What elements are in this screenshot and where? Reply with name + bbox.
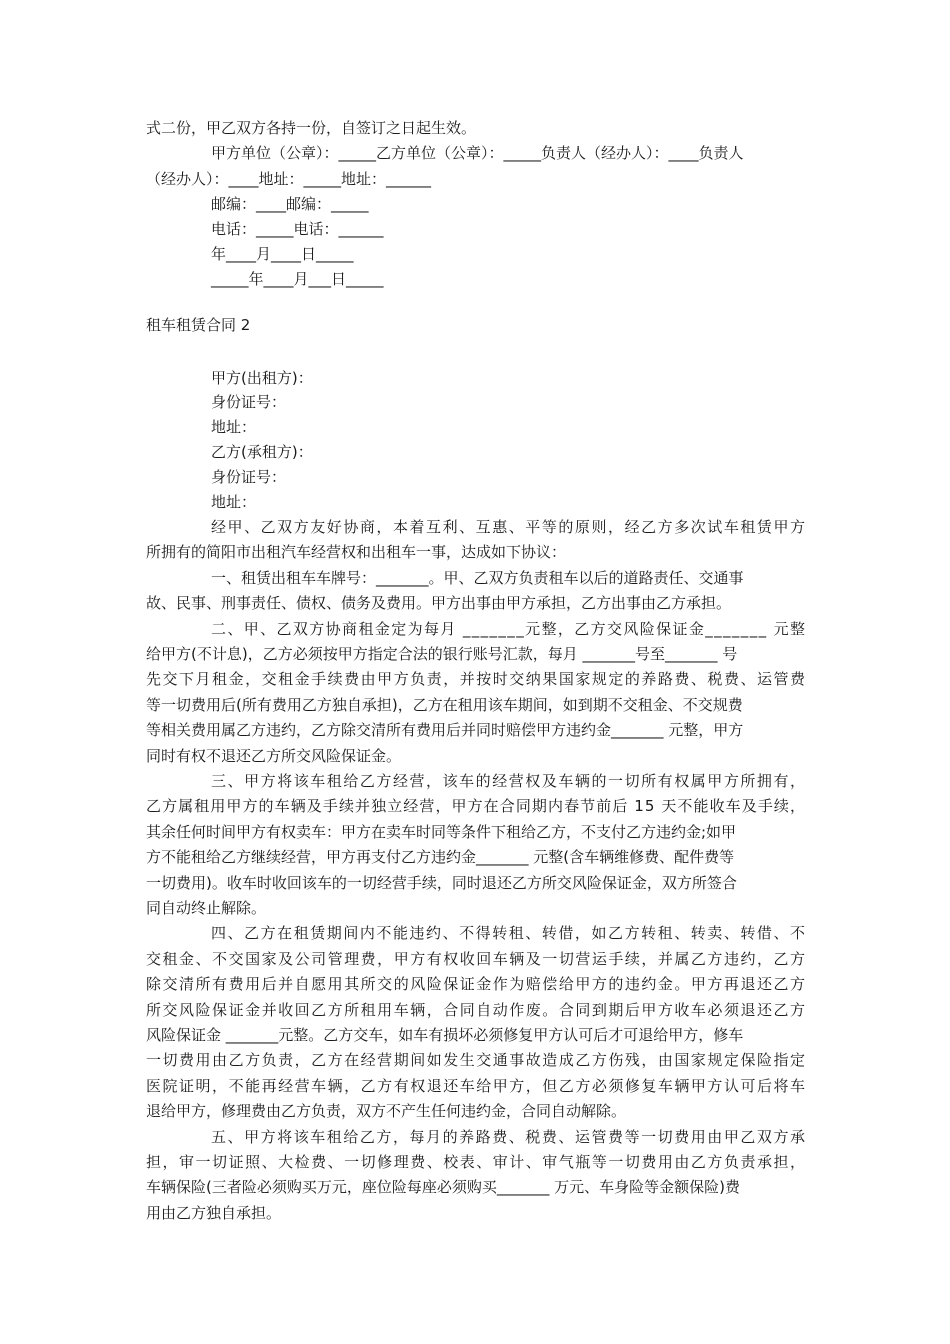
body-text-line: 三、甲方将该车租给乙方经营，该车的经营权及车辆的一切所有权属甲方所拥有，: [211, 772, 807, 790]
party-field-label: 乙方(承租方)：: [211, 443, 313, 461]
body-text-line: 五、甲方将该车租给乙方，每月的养路费、税费、运管费等一切费用由甲乙双方承: [211, 1127, 807, 1146]
body-text-line: 用由乙方独自承担。: [146, 1203, 282, 1222]
body-text-line: 交租金、不交国家及公司管理费，甲方有权收回车辆及一切营运手续，并属乙方违约，乙方: [146, 949, 807, 968]
body-text-line: 四、乙方在租赁期间内不能违约、不得转租、转借，如乙方转租、转卖、转借、不: [211, 924, 807, 943]
body-text-line: 同自动终止解除。: [146, 899, 267, 917]
body-text-line: 故、民事、刑事责任、债权、债务及费用。甲方出事由甲方承担，乙方出事由乙方承担。: [146, 594, 732, 613]
body-text-line: 除交清所有费用后并自愿用其所交的风险保证金作为赔偿给甲方的违约金。甲方再退还乙方: [146, 975, 807, 994]
signature-line: 邮编：____邮编：_____: [211, 195, 369, 213]
party-field-label: 身份证号：: [211, 468, 287, 486]
body-text-line: 风险保证金 _______元整。乙方交车，如车有损坏必须修复甲方认可后才可退给甲方，修车: [146, 1026, 744, 1044]
body-text-line: 车辆保险(三者险必须购买万元，座位险每座必须购买_______ 万元、车身险等金额保险)费: [146, 1178, 740, 1197]
body-text-line: 同时有权不退还乙方所交风险保证金。: [146, 746, 402, 765]
body-text-line: 退给甲方，修理费由乙方负责，双方不产生任何违约金，合同自动解除。: [146, 1102, 627, 1121]
body-text-line: 所拥有的简阳市出租汽车经营权和出租车一事，达成如下协议：: [146, 543, 567, 562]
body-text-line: 给甲方(不计息)，乙方必须按甲方指定合法的银行账号汇款，每月 _______号至_______ 号: [146, 645, 738, 663]
body-text-line: 一切费用由乙方负责，乙方在经营期间如发生交通事故造成乙方伤残，由国家规定保险指定: [146, 1051, 807, 1070]
signature-line: 甲方单位（公章）：_____乙方单位（公章）：_____负责人（经办人）：____负责人: [211, 144, 744, 162]
body-text-line: 医院证明，不能再经营车辆，乙方有权退还车给甲方，但乙方必须修复车辆甲方认可后将车: [146, 1076, 807, 1095]
party-field-label: 身份证号：: [211, 393, 287, 411]
body-text-line: 等一切费用后(所有费用乙方独自承担)，乙方在租用该车期间，如到期不交租金、不交规费: [146, 695, 743, 714]
body-text-line: 一、租赁出租车车牌号：_______。甲、乙双方负责租车以后的道路责任、交通事: [211, 568, 744, 587]
body-text-line: 先交下月租金，交租金手续费由甲方负责，并按时交纳果国家规定的养路费、税费、运管费: [146, 670, 807, 689]
party-field-label: 甲方(出租方)：: [211, 369, 313, 387]
signature-line: 年____月____日_____: [211, 245, 354, 263]
party-field-label: 地址：: [211, 493, 257, 511]
body-text-line: 经甲、乙双方友好协商，本着互利、互惠、平等的原则，经乙方多次试车租赁甲方: [211, 518, 807, 536]
signature-line: 电话：_____电话：______: [211, 220, 384, 238]
body-text-line: 担，审一切证照、大检费、一切修理费、校表、审计、审气瓶等一切费用由乙方负责承担，: [146, 1153, 807, 1171]
body-text-line: 所交风险保证金并收回乙方所租用车辆，合同自动作废。合同到期后甲方收车必须退还乙方: [146, 1000, 807, 1019]
signature-line: （经办人）：____地址：_____地址：______: [146, 170, 432, 188]
body-text-line: 其余任何时间甲方有权卖车：甲方在卖车时同等条件下租给乙方，不支付乙方违约金;如甲: [146, 822, 737, 841]
body-text-line: 方不能租给乙方继续经营，甲方再支付乙方违约金_______ 元整(含车辆维修费、配件费等: [146, 848, 735, 867]
party-field-label: 地址：: [211, 418, 257, 436]
body-text-line: 乙方属租用甲方的车辆及手续并独立经营，甲方在合同期内春节前后 15 天不能收车及手续，: [146, 797, 807, 816]
body-text-line: 一切费用)。收车时收回该车的一切经营手续，同时退还乙方所交风险保证金，双方所签合: [146, 873, 737, 892]
intro-line: 式二份，甲乙双方各持一份，自签订之日起生效。: [146, 119, 477, 137]
body-text-line: 二、甲、乙双方协商租金定为每月 _______元整，乙方交风险保证金_______ 元整: [211, 619, 807, 638]
body-text-line: 等相关费用属乙方违约，乙方除交清所有费用后并同时赔偿甲方违约金_______ 元整，甲方: [146, 721, 744, 740]
signature-line: _____年____月___日_____: [211, 270, 384, 288]
document-title: 租车租赁合同 2: [146, 316, 251, 334]
